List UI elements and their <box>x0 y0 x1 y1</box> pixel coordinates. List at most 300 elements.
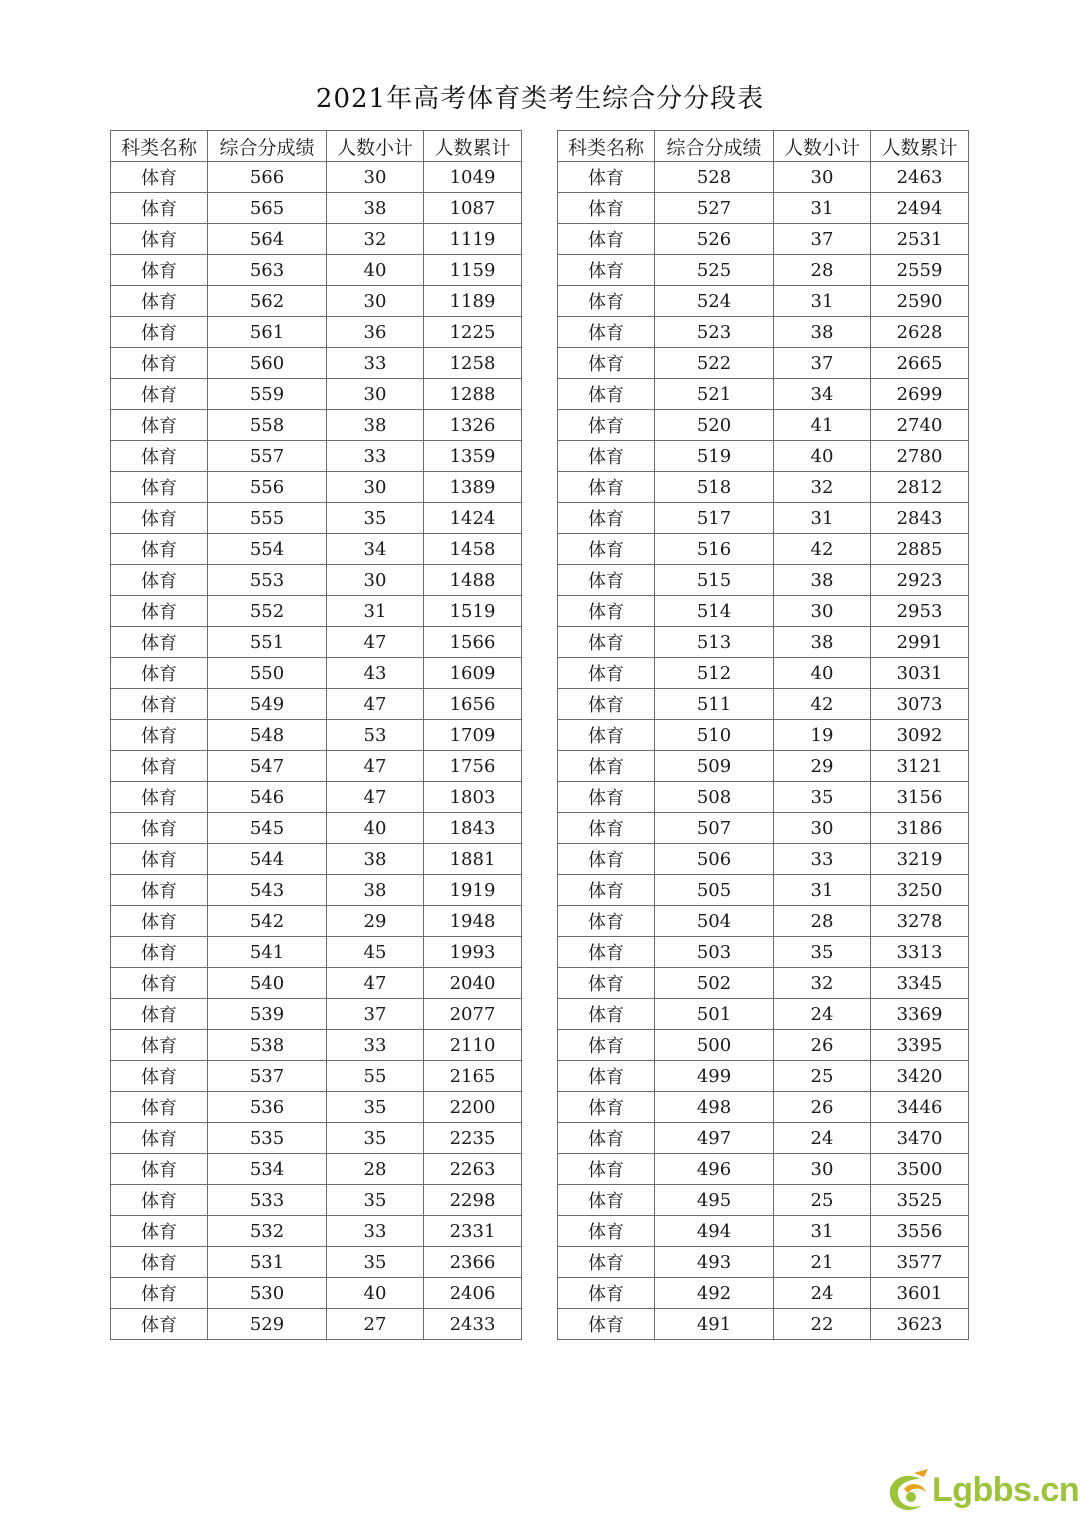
cell-category: 体育 <box>558 1278 655 1309</box>
cell-category: 体育 <box>111 720 208 751</box>
table-row <box>558 1061 969 1092</box>
cell-cumulative: 1948 <box>424 906 522 937</box>
table-row <box>558 689 969 720</box>
cell-count: 35 <box>774 937 871 968</box>
cell-category: 体育 <box>111 1030 208 1061</box>
cell-cumulative: 2331 <box>424 1216 522 1247</box>
cell-count: 33 <box>774 844 871 875</box>
cell-count: 30 <box>774 596 871 627</box>
table-row <box>111 1247 522 1278</box>
table-row <box>558 379 969 410</box>
table-row <box>111 1061 522 1092</box>
table-row <box>558 813 969 844</box>
cell-category: 体育 <box>558 472 655 503</box>
table-row <box>111 937 522 968</box>
table-row <box>111 162 522 193</box>
cell-category: 体育 <box>558 875 655 906</box>
cell-count: 31 <box>774 1216 871 1247</box>
cell-cumulative: 3623 <box>871 1309 969 1340</box>
table-row <box>558 472 969 503</box>
cell-category: 体育 <box>111 224 208 255</box>
cell-count: 35 <box>327 1185 424 1216</box>
cell-cumulative: 3556 <box>871 1216 969 1247</box>
table-row <box>111 689 522 720</box>
cell-count: 30 <box>327 379 424 410</box>
cell-count: 38 <box>774 317 871 348</box>
cell-cumulative: 1159 <box>424 255 522 286</box>
table-row <box>558 751 969 782</box>
cell-cumulative: 2885 <box>871 534 969 565</box>
cell-count: 26 <box>774 1092 871 1123</box>
cell-count: 42 <box>774 534 871 565</box>
cell-composite-score: 531 <box>208 1247 327 1278</box>
cell-cumulative: 3092 <box>871 720 969 751</box>
cell-composite-score: 517 <box>655 503 774 534</box>
cell-count: 47 <box>327 968 424 999</box>
cell-cumulative: 2200 <box>424 1092 522 1123</box>
table-row <box>558 348 969 379</box>
cell-cumulative: 2040 <box>424 968 522 999</box>
cell-category: 体育 <box>111 503 208 534</box>
table-row <box>111 627 522 658</box>
cell-count: 53 <box>327 720 424 751</box>
table-row <box>558 441 969 472</box>
cell-cumulative: 1843 <box>424 813 522 844</box>
cell-composite-score: 557 <box>208 441 327 472</box>
cell-category: 体育 <box>558 720 655 751</box>
cell-count: 29 <box>327 906 424 937</box>
cell-count: 29 <box>774 751 871 782</box>
cell-cumulative: 2366 <box>424 1247 522 1278</box>
cell-composite-score: 562 <box>208 286 327 317</box>
cell-cumulative: 1656 <box>424 689 522 720</box>
cell-count: 55 <box>327 1061 424 1092</box>
cell-count: 30 <box>774 1154 871 1185</box>
cell-composite-score: 550 <box>208 658 327 689</box>
cell-category: 体育 <box>558 1185 655 1216</box>
cell-cumulative: 1458 <box>424 534 522 565</box>
cell-composite-score: 515 <box>655 565 774 596</box>
cell-category: 体育 <box>558 1247 655 1278</box>
cell-composite-score: 497 <box>655 1123 774 1154</box>
cell-category: 体育 <box>558 224 655 255</box>
cell-count: 26 <box>774 1030 871 1061</box>
cell-composite-score: 545 <box>208 813 327 844</box>
cell-cumulative: 3345 <box>871 968 969 999</box>
cell-category: 体育 <box>111 782 208 813</box>
cell-cumulative: 2699 <box>871 379 969 410</box>
cell-composite-score: 525 <box>655 255 774 286</box>
table-row <box>111 565 522 596</box>
cell-composite-score: 492 <box>655 1278 774 1309</box>
cell-cumulative: 2991 <box>871 627 969 658</box>
cell-composite-score: 555 <box>208 503 327 534</box>
cell-cumulative: 1519 <box>424 596 522 627</box>
table-row <box>558 1030 969 1061</box>
cell-composite-score: 498 <box>655 1092 774 1123</box>
cell-composite-score: 560 <box>208 348 327 379</box>
cell-cumulative: 1919 <box>424 875 522 906</box>
table-row <box>111 193 522 224</box>
cell-composite-score: 554 <box>208 534 327 565</box>
cell-composite-score: 496 <box>655 1154 774 1185</box>
cell-composite-score: 507 <box>655 813 774 844</box>
cell-count: 33 <box>327 441 424 472</box>
cell-composite-score: 541 <box>208 937 327 968</box>
cell-count: 21 <box>774 1247 871 1278</box>
cell-category: 体育 <box>558 441 655 472</box>
table-row <box>111 255 522 286</box>
cell-composite-score: 564 <box>208 224 327 255</box>
cell-composite-score: 512 <box>655 658 774 689</box>
cell-count: 38 <box>327 875 424 906</box>
table-body-left <box>111 162 522 1340</box>
cell-category: 体育 <box>111 689 208 720</box>
cell-composite-score: 502 <box>655 968 774 999</box>
cell-count: 43 <box>327 658 424 689</box>
cell-category: 体育 <box>111 1278 208 1309</box>
cell-cumulative: 1189 <box>424 286 522 317</box>
cell-count: 40 <box>327 813 424 844</box>
cell-cumulative: 1389 <box>424 472 522 503</box>
cell-cumulative: 1359 <box>424 441 522 472</box>
cell-composite-score: 537 <box>208 1061 327 1092</box>
table-row <box>558 906 969 937</box>
table-row <box>111 534 522 565</box>
cell-cumulative: 2665 <box>871 348 969 379</box>
table-row <box>558 1154 969 1185</box>
cell-category: 体育 <box>558 503 655 534</box>
cell-count: 37 <box>774 348 871 379</box>
cell-category: 体育 <box>111 286 208 317</box>
cell-count: 35 <box>774 782 871 813</box>
cell-cumulative: 3278 <box>871 906 969 937</box>
lgbbs-logo-icon <box>884 1467 934 1517</box>
score-table-left <box>110 130 522 1340</box>
table-row <box>111 1092 522 1123</box>
watermark-text: Lgbbs.cn <box>932 1471 1080 1509</box>
header-composite-score: 综合分成绩 <box>655 131 774 162</box>
cell-count: 31 <box>774 286 871 317</box>
cell-category: 体育 <box>111 813 208 844</box>
table-row <box>111 813 522 844</box>
cell-composite-score: 556 <box>208 472 327 503</box>
cell-count: 27 <box>327 1309 424 1340</box>
cell-cumulative: 3500 <box>871 1154 969 1185</box>
cell-count: 30 <box>327 286 424 317</box>
cell-composite-score: 553 <box>208 565 327 596</box>
cell-category: 体育 <box>558 1092 655 1123</box>
cell-cumulative: 2494 <box>871 193 969 224</box>
table-row <box>111 410 522 441</box>
cell-composite-score: 534 <box>208 1154 327 1185</box>
cell-cumulative: 1326 <box>424 410 522 441</box>
cell-composite-score: 547 <box>208 751 327 782</box>
cell-composite-score: 519 <box>655 441 774 472</box>
cell-composite-score: 528 <box>655 162 774 193</box>
cell-count: 30 <box>774 813 871 844</box>
cell-composite-score: 546 <box>208 782 327 813</box>
table-header-row <box>111 131 522 162</box>
cell-cumulative: 3525 <box>871 1185 969 1216</box>
cell-count: 30 <box>327 162 424 193</box>
cell-category: 体育 <box>111 875 208 906</box>
cell-composite-score: 539 <box>208 999 327 1030</box>
cell-composite-score: 565 <box>208 193 327 224</box>
cell-category: 体育 <box>558 286 655 317</box>
cell-cumulative: 3031 <box>871 658 969 689</box>
cell-category: 体育 <box>558 1216 655 1247</box>
cell-composite-score: 551 <box>208 627 327 658</box>
cell-category: 体育 <box>111 999 208 1030</box>
cell-category: 体育 <box>111 1247 208 1278</box>
cell-category: 体育 <box>558 162 655 193</box>
table-row <box>558 193 969 224</box>
cell-cumulative: 2165 <box>424 1061 522 1092</box>
cell-count: 31 <box>327 596 424 627</box>
cell-count: 30 <box>774 162 871 193</box>
table-row <box>558 1278 969 1309</box>
cell-cumulative: 3395 <box>871 1030 969 1061</box>
cell-composite-score: 504 <box>655 906 774 937</box>
cell-category: 体育 <box>111 317 208 348</box>
cell-composite-score: 501 <box>655 999 774 1030</box>
table-row <box>558 596 969 627</box>
header-composite-score: 综合分成绩 <box>208 131 327 162</box>
cell-cumulative: 1881 <box>424 844 522 875</box>
cell-category: 体育 <box>558 348 655 379</box>
cell-composite-score: 548 <box>208 720 327 751</box>
cell-category: 体育 <box>111 937 208 968</box>
cell-cumulative: 2559 <box>871 255 969 286</box>
cell-count: 28 <box>774 906 871 937</box>
cell-category: 体育 <box>558 689 655 720</box>
cell-cumulative: 2923 <box>871 565 969 596</box>
cell-cumulative: 1566 <box>424 627 522 658</box>
cell-count: 25 <box>774 1185 871 1216</box>
cell-category: 体育 <box>111 472 208 503</box>
cell-category: 体育 <box>111 348 208 379</box>
cell-category: 体育 <box>111 1154 208 1185</box>
cell-count: 41 <box>774 410 871 441</box>
table-row <box>558 503 969 534</box>
cell-count: 32 <box>327 224 424 255</box>
cell-cumulative: 2812 <box>871 472 969 503</box>
cell-category: 体育 <box>111 162 208 193</box>
cell-cumulative: 1087 <box>424 193 522 224</box>
cell-composite-score: 561 <box>208 317 327 348</box>
cell-category: 体育 <box>558 193 655 224</box>
header-category: 科类名称 <box>111 131 208 162</box>
cell-count: 38 <box>327 410 424 441</box>
cell-composite-score: 563 <box>208 255 327 286</box>
cell-cumulative: 1756 <box>424 751 522 782</box>
table-row <box>111 503 522 534</box>
cell-category: 体育 <box>558 751 655 782</box>
cell-composite-score: 513 <box>655 627 774 658</box>
table-row <box>111 1030 522 1061</box>
table-row <box>111 348 522 379</box>
cell-composite-score: 524 <box>655 286 774 317</box>
cell-count: 24 <box>774 1278 871 1309</box>
cell-category: 体育 <box>558 1030 655 1061</box>
cell-category: 体育 <box>558 410 655 441</box>
cell-count: 25 <box>774 1061 871 1092</box>
cell-category: 体育 <box>558 627 655 658</box>
score-table-right <box>557 130 969 1340</box>
cell-composite-score: 491 <box>655 1309 774 1340</box>
cell-cumulative: 2263 <box>424 1154 522 1185</box>
cell-category: 体育 <box>111 565 208 596</box>
cell-composite-score: 508 <box>655 782 774 813</box>
cell-count: 35 <box>327 1123 424 1154</box>
cell-composite-score: 506 <box>655 844 774 875</box>
header-count: 人数小计 <box>774 131 871 162</box>
cell-cumulative: 1609 <box>424 658 522 689</box>
table-row <box>111 224 522 255</box>
cell-cumulative: 2780 <box>871 441 969 472</box>
cell-composite-score: 516 <box>655 534 774 565</box>
cell-composite-score: 494 <box>655 1216 774 1247</box>
table-row <box>558 1123 969 1154</box>
table-row <box>111 1216 522 1247</box>
cell-category: 体育 <box>111 1123 208 1154</box>
cell-cumulative: 2235 <box>424 1123 522 1154</box>
cell-category: 体育 <box>111 1092 208 1123</box>
cell-count: 33 <box>327 1216 424 1247</box>
cell-count: 40 <box>774 441 871 472</box>
cell-count: 37 <box>774 224 871 255</box>
table-row <box>558 1247 969 1278</box>
cell-count: 24 <box>774 999 871 1030</box>
cell-composite-score: 566 <box>208 162 327 193</box>
cell-category: 体育 <box>111 906 208 937</box>
table-row <box>111 1185 522 1216</box>
cell-composite-score: 535 <box>208 1123 327 1154</box>
table-row <box>111 379 522 410</box>
cell-count: 35 <box>327 503 424 534</box>
cell-composite-score: 532 <box>208 1216 327 1247</box>
cell-cumulative: 1803 <box>424 782 522 813</box>
cell-cumulative: 3186 <box>871 813 969 844</box>
cell-category: 体育 <box>111 410 208 441</box>
cell-category: 体育 <box>111 968 208 999</box>
table-row <box>558 1092 969 1123</box>
table-row <box>558 999 969 1030</box>
table-row <box>111 441 522 472</box>
header-cumulative: 人数累计 <box>871 131 969 162</box>
cell-count: 31 <box>774 503 871 534</box>
cell-cumulative: 3313 <box>871 937 969 968</box>
table-row <box>111 720 522 751</box>
cell-count: 31 <box>774 193 871 224</box>
table-row <box>558 410 969 441</box>
cell-count: 40 <box>774 658 871 689</box>
table-row <box>111 1309 522 1340</box>
cell-category: 体育 <box>558 658 655 689</box>
cell-composite-score: 505 <box>655 875 774 906</box>
cell-category: 体育 <box>558 379 655 410</box>
table-header-row <box>558 131 969 162</box>
cell-count: 28 <box>774 255 871 286</box>
cell-composite-score: 526 <box>655 224 774 255</box>
cell-category: 体育 <box>558 999 655 1030</box>
cell-count: 35 <box>327 1092 424 1123</box>
cell-cumulative: 2590 <box>871 286 969 317</box>
cell-category: 体育 <box>558 255 655 286</box>
cell-composite-score: 499 <box>655 1061 774 1092</box>
table-row <box>558 565 969 596</box>
cell-cumulative: 3219 <box>871 844 969 875</box>
cell-cumulative: 1424 <box>424 503 522 534</box>
cell-count: 30 <box>327 472 424 503</box>
table-body-right <box>558 162 969 1340</box>
header-cumulative: 人数累计 <box>424 131 522 162</box>
cell-composite-score: 510 <box>655 720 774 751</box>
cell-composite-score: 559 <box>208 379 327 410</box>
cell-category: 体育 <box>111 658 208 689</box>
cell-composite-score: 542 <box>208 906 327 937</box>
header-category: 科类名称 <box>558 131 655 162</box>
table-row <box>111 968 522 999</box>
cell-cumulative: 3121 <box>871 751 969 782</box>
cell-count: 33 <box>327 348 424 379</box>
table-row <box>558 875 969 906</box>
cell-cumulative: 2406 <box>424 1278 522 1309</box>
table-row <box>558 937 969 968</box>
cell-count: 36 <box>327 317 424 348</box>
cell-composite-score: 540 <box>208 968 327 999</box>
cell-category: 体育 <box>111 1061 208 1092</box>
cell-count: 33 <box>327 1030 424 1061</box>
cell-count: 35 <box>327 1247 424 1278</box>
cell-cumulative: 3577 <box>871 1247 969 1278</box>
cell-composite-score: 514 <box>655 596 774 627</box>
cell-cumulative: 2298 <box>424 1185 522 1216</box>
table-row <box>558 844 969 875</box>
cell-composite-score: 538 <box>208 1030 327 1061</box>
cell-category: 体育 <box>111 844 208 875</box>
table-row <box>558 627 969 658</box>
cell-cumulative: 2433 <box>424 1309 522 1340</box>
cell-cumulative: 1049 <box>424 162 522 193</box>
cell-cumulative: 2463 <box>871 162 969 193</box>
cell-cumulative: 2077 <box>424 999 522 1030</box>
table-row <box>558 224 969 255</box>
cell-composite-score: 522 <box>655 348 774 379</box>
cell-composite-score: 552 <box>208 596 327 627</box>
cell-count: 38 <box>774 627 871 658</box>
cell-composite-score: 523 <box>655 317 774 348</box>
cell-cumulative: 3420 <box>871 1061 969 1092</box>
cell-count: 40 <box>327 255 424 286</box>
table-row <box>111 1278 522 1309</box>
cell-count: 19 <box>774 720 871 751</box>
cell-composite-score: 503 <box>655 937 774 968</box>
cell-cumulative: 2628 <box>871 317 969 348</box>
cell-count: 37 <box>327 999 424 1030</box>
table-row <box>558 255 969 286</box>
cell-category: 体育 <box>111 627 208 658</box>
table-row <box>558 782 969 813</box>
cell-category: 体育 <box>111 379 208 410</box>
cell-count: 22 <box>774 1309 871 1340</box>
cell-count: 47 <box>327 689 424 720</box>
cell-cumulative: 3470 <box>871 1123 969 1154</box>
cell-category: 体育 <box>111 534 208 565</box>
cell-cumulative: 1993 <box>424 937 522 968</box>
cell-count: 24 <box>774 1123 871 1154</box>
